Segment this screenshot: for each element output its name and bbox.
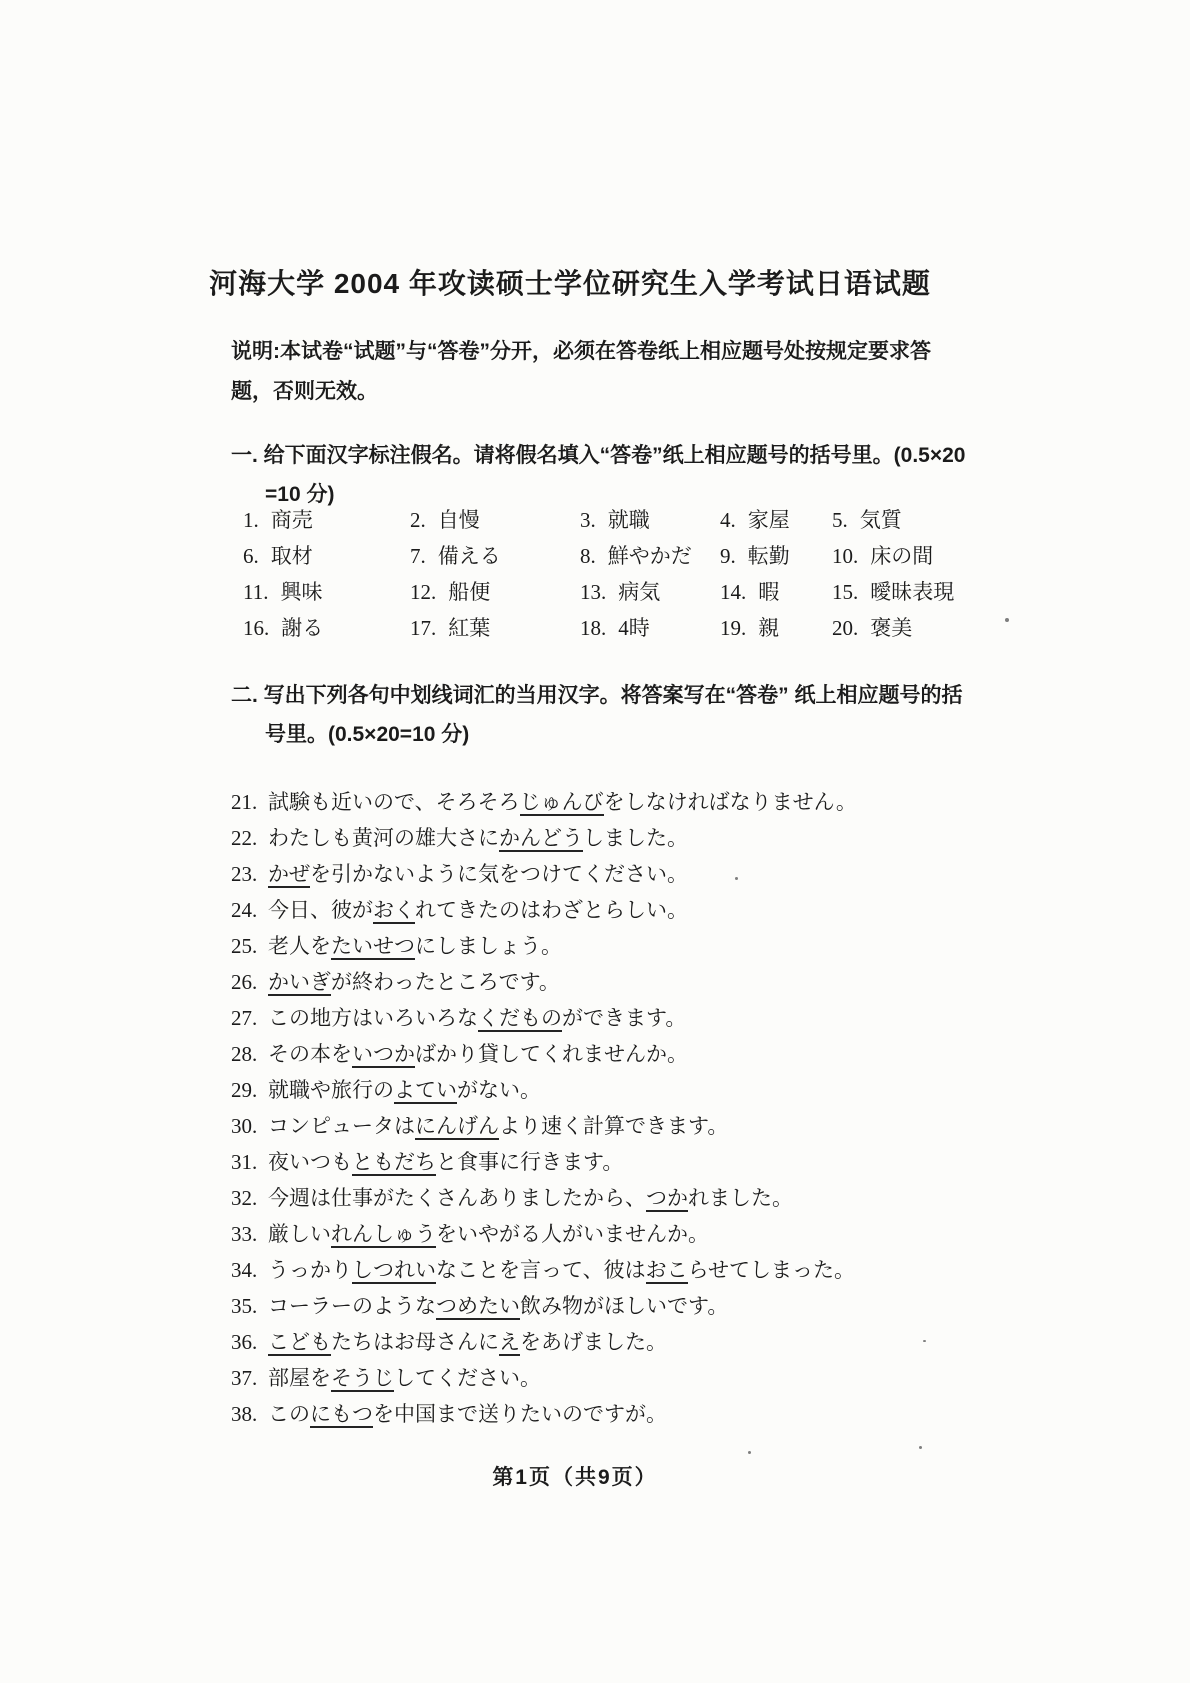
underlined-word: よてい	[394, 1078, 457, 1102]
section2-item-34	[231, 1252, 991, 1288]
item-word: 病気	[618, 580, 661, 604]
item-word: 鮮やかだ	[607, 544, 692, 568]
section1-item-20	[832, 610, 983, 646]
item-number: 6.	[243, 544, 259, 568]
text-segment: をしなければなりません。	[603, 790, 857, 814]
text-segment: してください。	[394, 1366, 541, 1390]
section2-item-28	[231, 1036, 991, 1072]
scan-speck	[1005, 618, 1009, 622]
text-segment: らせてしまった。	[687, 1258, 855, 1282]
text-segment: その本を	[268, 1042, 352, 1066]
item-sentence	[268, 1072, 541, 1108]
item-sentence	[268, 1288, 728, 1324]
item-number: 26.	[231, 970, 258, 994]
exam-instructions	[231, 332, 981, 412]
section1-item-13	[580, 574, 720, 610]
text-segment: 今日、彼が	[268, 898, 373, 922]
item-word: 船便	[448, 580, 491, 604]
item-number: 10.	[832, 544, 859, 568]
item-number: 38.	[231, 1402, 258, 1426]
scan-speck	[748, 1451, 751, 1454]
section2-item-25	[231, 928, 991, 964]
item-number: 31.	[231, 1150, 258, 1174]
item-number: 2.	[410, 508, 426, 532]
underlined-word: つめたい	[436, 1294, 520, 1318]
item-word: 親	[758, 616, 780, 640]
item-word: 家屋	[747, 508, 790, 532]
text-segment: 試験も近いので、そろそろ	[268, 790, 520, 814]
underlined-word: にもつ	[310, 1402, 373, 1426]
text-segment: 厳しい	[268, 1222, 331, 1246]
underlined-word: おこ	[645, 1258, 688, 1282]
section1-heading-line1: 一. 给下面汉字标注假名。请将假名填入“答卷”纸上相应题号的括号里。(0.5×20	[231, 444, 966, 467]
text-segment: れました。	[688, 1186, 793, 1210]
section2-item-26	[231, 964, 991, 1000]
item-sentence	[268, 1252, 855, 1288]
text-segment: ばかり貸してくれませんか。	[415, 1042, 688, 1066]
section2-item-24	[231, 892, 991, 928]
section2-item-33	[231, 1216, 991, 1252]
item-number: 4.	[720, 508, 736, 532]
item-number: 14.	[720, 580, 747, 604]
item-word: 謝る	[281, 616, 324, 640]
instructions-line1: 说明:本试卷“试题”与“答卷”分开，必须在答卷纸上相应题号处按规定要求答	[231, 340, 931, 363]
section1-item-19	[720, 610, 832, 646]
section1-item-7	[410, 538, 580, 574]
text-segment: しました。	[583, 826, 688, 850]
text-segment: 部屋を	[268, 1366, 331, 1390]
section1-item-3	[580, 502, 720, 538]
underlined-word: おく	[373, 898, 415, 922]
text-segment: 就職や旅行の	[268, 1078, 394, 1102]
item-word: 備える	[437, 544, 501, 568]
section2-items	[231, 784, 991, 1432]
item-number: 1.	[243, 508, 259, 532]
scan-speck	[919, 1446, 922, 1449]
text-segment: 今週は仕事がたくさんありましたから、	[268, 1186, 646, 1210]
item-number: 23.	[231, 862, 258, 886]
section2-item-35	[231, 1288, 991, 1324]
item-word: 床の間	[870, 544, 934, 568]
item-sentence	[268, 1216, 709, 1252]
item-number: 13.	[580, 580, 607, 604]
section1-item-4	[720, 502, 832, 538]
underlined-word: こども	[268, 1330, 331, 1354]
item-word: 商売	[270, 508, 313, 532]
section2-item-22	[231, 820, 991, 856]
item-number: 12.	[410, 580, 437, 604]
scan-speck	[923, 1340, 926, 1342]
item-number: 3.	[580, 508, 596, 532]
section1-item-6	[243, 538, 410, 574]
underlined-word: かぜ	[268, 862, 310, 886]
item-sentence	[268, 1180, 793, 1216]
item-word: 褒美	[870, 616, 913, 640]
text-segment: にしましょう。	[415, 934, 562, 958]
instructions-line2: 题，否则无效。	[231, 380, 378, 403]
item-sentence	[268, 1000, 686, 1036]
item-word: 暇	[758, 580, 780, 604]
item-number: 28.	[231, 1042, 258, 1066]
item-sentence	[268, 856, 688, 892]
text-segment: たちはお母さんに	[331, 1330, 499, 1354]
item-number: 35.	[231, 1294, 258, 1318]
section1-item-8	[580, 538, 720, 574]
item-sentence	[268, 964, 560, 1000]
scan-speck	[735, 877, 738, 880]
section2-item-27	[231, 1000, 991, 1036]
section2-heading	[231, 676, 981, 754]
section2-item-21	[231, 784, 991, 820]
text-segment: この地方はいろいろな	[268, 1006, 478, 1030]
text-segment: より速く計算できます。	[499, 1114, 729, 1138]
text-segment: コンピュータは	[268, 1114, 415, 1138]
item-number: 16.	[243, 616, 270, 640]
section1-item-18	[580, 610, 720, 646]
item-number: 7.	[410, 544, 426, 568]
underlined-word: いつか	[352, 1042, 415, 1066]
section2-item-29	[231, 1072, 991, 1108]
item-number: 8.	[580, 544, 596, 568]
underlined-word: にんげん	[415, 1114, 499, 1138]
section1-item-11	[243, 574, 410, 610]
text-segment: を引かないように気をつけてください。	[310, 862, 688, 886]
text-segment: 夜いつも	[268, 1150, 352, 1174]
underlined-word: え	[499, 1330, 520, 1354]
section1-item-14	[720, 574, 832, 610]
underlined-word: ともだち	[352, 1150, 436, 1174]
section2-item-23	[231, 856, 991, 892]
text-segment: わたしも黄河の雄大さに	[268, 826, 499, 850]
text-segment: れてきたのはわざとらしい。	[415, 898, 688, 922]
text-segment: を中国まで送りたいのですが。	[373, 1402, 667, 1426]
item-number: 17.	[410, 616, 437, 640]
section2-item-30	[231, 1108, 991, 1144]
section2-item-32	[231, 1180, 991, 1216]
underlined-word: そうじ	[331, 1366, 394, 1390]
item-number: 30.	[231, 1114, 258, 1138]
item-number: 9.	[720, 544, 736, 568]
section1-item-10	[832, 538, 983, 574]
page-footer: 第1页（共9页）	[492, 1466, 658, 1489]
text-segment: をあげました。	[520, 1330, 667, 1354]
item-word: 興味	[280, 580, 323, 604]
item-number: 37.	[231, 1366, 258, 1390]
item-sentence	[268, 1360, 541, 1396]
item-number: 21.	[231, 790, 258, 814]
text-segment: 老人を	[268, 934, 331, 958]
section2-item-38	[231, 1396, 991, 1432]
item-number: 22.	[231, 826, 258, 850]
section2-heading-line1: 二. 写出下列各句中划线词汇的当用汉字。将答案写在“答卷” 纸上相应题号的括	[231, 684, 963, 707]
page-title: 河海大学 2004 年攻读硕士学位研究生入学考试日语试题	[209, 268, 931, 299]
text-segment: コーラーのような	[268, 1294, 436, 1318]
item-word: 自慢	[437, 508, 480, 532]
underlined-word: たいせつ	[331, 934, 415, 958]
section1-item-12	[410, 574, 580, 610]
underlined-word: かんどう	[499, 826, 583, 850]
underlined-word: じゅんび	[519, 790, 604, 814]
text-segment: この	[268, 1402, 310, 1426]
text-segment: がない。	[457, 1078, 541, 1102]
text-segment: なことを言って、彼は	[436, 1258, 646, 1282]
item-number: 19.	[720, 616, 747, 640]
item-number: 15.	[832, 580, 859, 604]
item-number: 20.	[832, 616, 859, 640]
section1-item-15	[832, 574, 983, 610]
underlined-word: くだもの	[478, 1006, 562, 1030]
item-number: 29.	[231, 1078, 258, 1102]
text-segment: ができます。	[562, 1006, 687, 1030]
section1-item-17	[410, 610, 580, 646]
section2-item-31	[231, 1144, 991, 1180]
item-sentence	[268, 784, 857, 820]
section1-items	[243, 502, 983, 646]
underlined-word: しつれい	[352, 1258, 436, 1282]
item-sentence	[268, 1144, 623, 1180]
underlined-word: かいぎ	[268, 970, 331, 994]
item-word: 気質	[859, 508, 902, 532]
item-word: 4時	[618, 616, 650, 640]
section1-item-1	[243, 502, 410, 538]
item-number: 33.	[231, 1222, 258, 1246]
item-number: 24.	[231, 898, 258, 922]
item-sentence	[268, 892, 688, 928]
section2-item-36	[231, 1324, 991, 1360]
item-sentence	[268, 820, 688, 856]
item-number: 18.	[580, 616, 607, 640]
text-segment: と食事に行きます。	[436, 1150, 624, 1174]
text-segment: をいやがる人がいませんか。	[436, 1222, 709, 1246]
item-number: 5.	[832, 508, 848, 532]
item-word: 取材	[270, 544, 313, 568]
item-number: 27.	[231, 1006, 258, 1030]
text-segment: 飲み物がほしいです。	[520, 1294, 729, 1318]
section2-heading-line2: 号里。(0.5×20=10 分)	[265, 723, 470, 746]
section1-item-9	[720, 538, 832, 574]
item-sentence	[268, 1036, 688, 1072]
section1-item-16	[243, 610, 410, 646]
item-word: 転勤	[747, 544, 790, 568]
text-segment: うっかり	[268, 1258, 352, 1282]
section1-heading-line2: =10 分)	[265, 483, 335, 506]
section2-item-37	[231, 1360, 991, 1396]
item-sentence	[268, 1108, 728, 1144]
underlined-word: つか	[646, 1186, 688, 1210]
item-sentence	[268, 1396, 667, 1432]
item-number: 36.	[231, 1330, 258, 1354]
item-number: 11.	[243, 580, 269, 604]
item-word: 就職	[607, 508, 650, 532]
section1-item-2	[410, 502, 580, 538]
item-number: 32.	[231, 1186, 258, 1210]
section1-item-5	[832, 502, 983, 538]
item-sentence	[268, 1324, 667, 1360]
item-sentence	[268, 928, 562, 964]
item-number: 34.	[231, 1258, 258, 1282]
item-word: 紅葉	[448, 616, 491, 640]
item-word: 曖昧表現	[870, 580, 955, 604]
text-segment: が終わったところです。	[331, 970, 560, 994]
underlined-word: れんしゅう	[331, 1222, 436, 1246]
item-number: 25.	[231, 934, 258, 958]
